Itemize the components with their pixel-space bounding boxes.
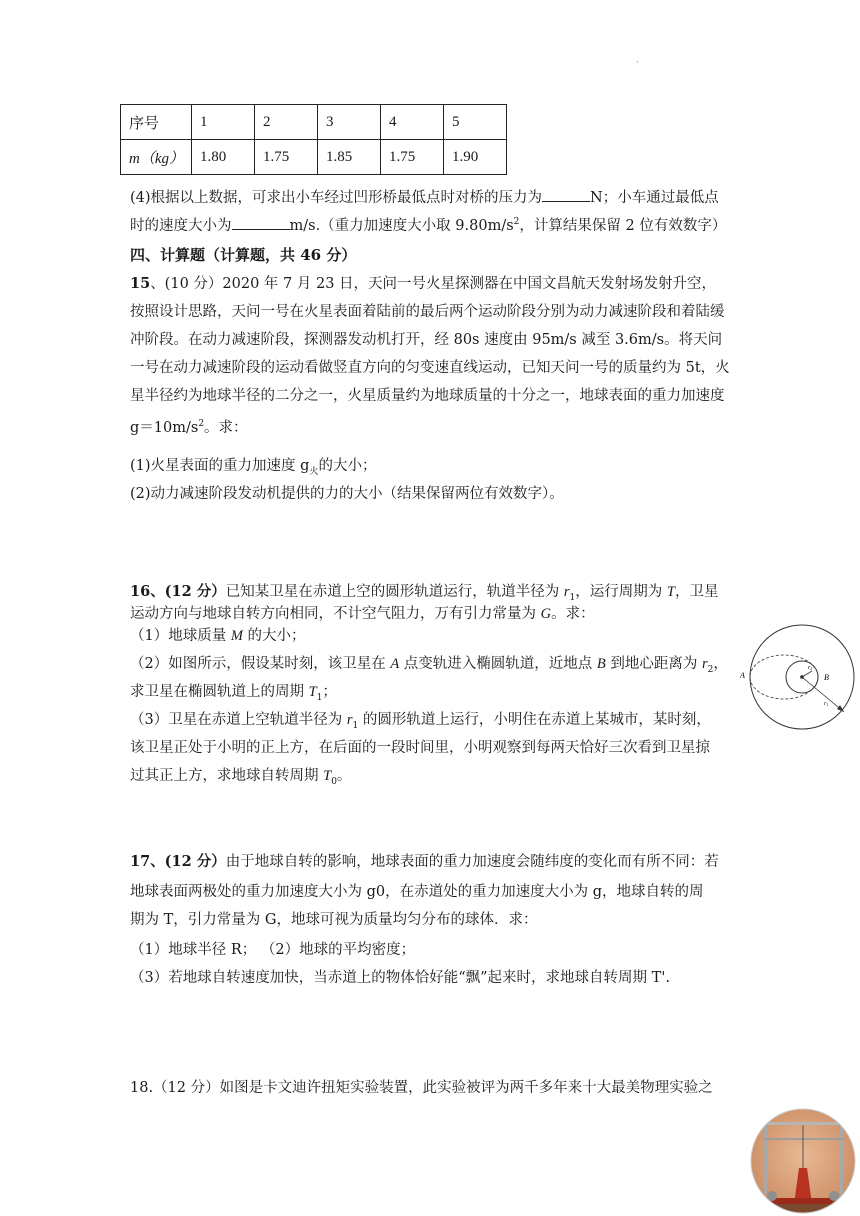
table-cell: 1.85 bbox=[318, 140, 381, 175]
table-row bbox=[121, 140, 507, 175]
table-cell: 1.90 bbox=[444, 140, 507, 175]
table-cell: 1 bbox=[192, 105, 255, 140]
r2-line bbox=[802, 671, 812, 677]
section-heading: 四、计算题（计算题，共 46 分） bbox=[130, 246, 357, 264]
q16-part2: （2）如图所示，假设某时刻，该卫星在 A 点变轨进入椭圆轨道，近地点 B 到地心距离为 $r_2$， bbox=[130, 656, 728, 675]
q16-line2: 运动方向与地球自转方向相同，不计空气阻力，万有引力常量为 G。求： bbox=[130, 606, 595, 622]
table-cell: 1.75 bbox=[381, 140, 444, 175]
answer-blank[interactable] bbox=[232, 229, 290, 230]
q17-line5: （3）若地球自转速度加快，当赤道上的物体恰好能“飘”起来时，求地球自转周期 T'. bbox=[130, 970, 670, 986]
q16-part3: （3）卫星在赤道上空轨道半径为 $r_1$ 的圆形轨道上运行，小明住在赤道上某城市，某时刻， bbox=[130, 712, 711, 731]
table-cell bbox=[121, 140, 192, 175]
q17-line4: （1）地球半径 R； （2）地球的平均密度； bbox=[130, 942, 416, 958]
q18-line1: 18.（12 分）如图是卡文迪许扭矩实验装置，此实验被评为两千多年来十大最美物理实验之 bbox=[130, 1080, 713, 1096]
label-r2: r2 bbox=[808, 665, 813, 671]
table-cell: 序号 bbox=[121, 105, 192, 140]
table-cell: 3 bbox=[318, 105, 381, 140]
q17-line2: 地球表面两极处的重力加速度大小为 g0，在赤道处的重力加速度大小为 g，地球自转的周 bbox=[130, 884, 704, 900]
mass-table bbox=[120, 104, 507, 175]
row-label: m（kg） bbox=[129, 150, 184, 167]
q15-body: 15、(10 分）2020 年 7 月 23 日，天问一号火星探测器在中国文昌航天发射场发射升空，按照设计思路，天问一号在火星表面着陆前的最后两个运动阶段分别为动力减速阶段和着陆缓冲阶段。在动力减速阶段，探测器发动机打开，经 80s 速度由 95m/s 减至 3.6m/s。将天问一号在动力减速阶段的运动看做竖直方向的匀变速直线运动，已知天问一号的质量约为 5t，火星半径约为地球半径的二分之一，火星质量约为地球质量的十分之一，地球表面的重力加速度 $g=10m/s^2$。求： bbox=[130, 275, 730, 436]
table-row bbox=[121, 105, 507, 140]
table-cell: 5 bbox=[444, 105, 507, 140]
q17-line1: 17、(12 分）由于地球自转的影响，地球表面的重力加速度会随纬度的变化而有所不同：若 bbox=[130, 853, 719, 870]
table-cell: 4 bbox=[381, 105, 444, 140]
q16-part3-end: 过其正上方，求地球自转周期 $T_0$。 bbox=[130, 768, 352, 787]
q15-part2: (2)动力减速阶段发动机提供的力的大小（结果保留两位有效数字）。 bbox=[130, 486, 564, 502]
label-r1: r1 bbox=[824, 701, 829, 707]
stray-dot: · bbox=[636, 58, 639, 67]
q14-4-line2: 时的速度大小为 m/s.（重力加速度大小取 $9.80m/s^2$，计算结果保留 2 位有效数字） bbox=[130, 217, 727, 234]
table-cell: 1.80 bbox=[192, 140, 255, 175]
r1-line bbox=[802, 677, 844, 712]
q16-line1: 16、(12 分）已知某卫星在赤道上空的圆形轨道运行，轨道半径为 $r_1$，运行周期为 T，卫星 bbox=[130, 583, 719, 603]
table-cell: 2 bbox=[255, 105, 318, 140]
label-A: A bbox=[740, 671, 745, 680]
answer-blank[interactable] bbox=[542, 201, 590, 202]
q15-part1: (1)火星表面的重力加速度 $g_火$的大小； bbox=[130, 458, 377, 477]
q16-part2-cont: 求卫星在椭圆轨道上的周期 $T_1$； bbox=[130, 684, 337, 703]
orbit-diagram bbox=[740, 620, 856, 736]
q14-4-line1: (4)根据以上数据，可求出小车经过凹形桥最低点时对桥的压力为 N；小车通过最低点 bbox=[130, 190, 719, 206]
cavendish-apparatus-photo bbox=[750, 1108, 856, 1214]
table-cell: 1.75 bbox=[255, 140, 318, 175]
label-B: B bbox=[824, 673, 829, 682]
q16-part1: （1）地球质量 M 的大小； bbox=[130, 628, 306, 644]
q17-line3: 期为 T，引力常量为 G，地球可视为质量均匀分布的球体．求： bbox=[130, 912, 538, 928]
q16-part3-cont: 该卫星正处于小明的正上方，在后面的一段时间里，小明观察到每两天恰好三次看到卫星掠 bbox=[130, 740, 710, 756]
